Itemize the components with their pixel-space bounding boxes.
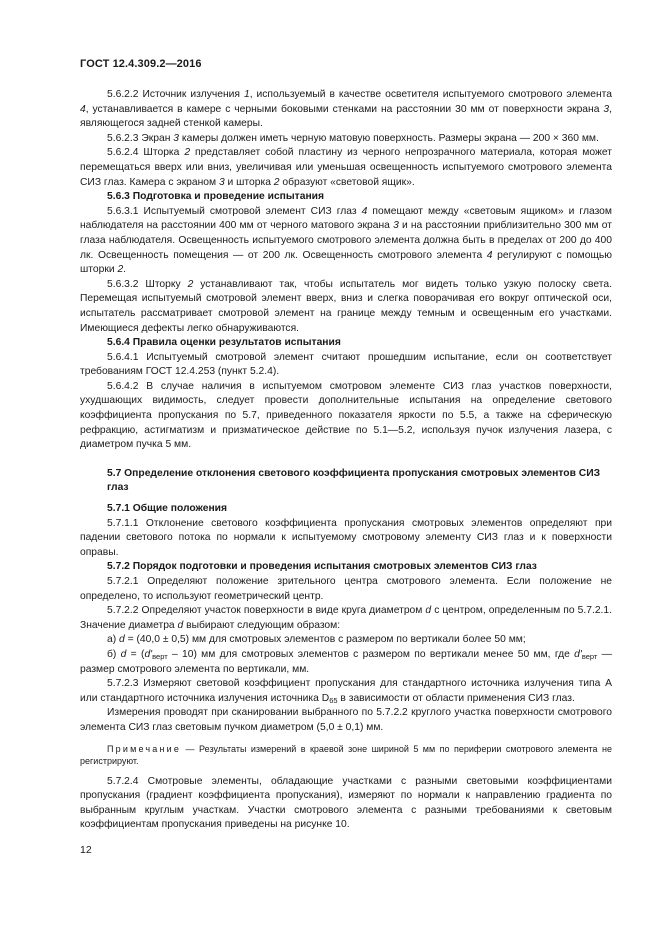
paragraph-5-6-2-4: 5.6.2.4 Шторка 2 представляет собой пластину из черного непрозрачного материала, которая может перемещаться вверх или вниз, увеличивая или уменьшая освещенность испытуемого смотрового элемента СИЗ глаз. Камера с экраном 3 и шторка 2 образуют «световой ящик». (80, 147, 612, 188)
document-header: ГОСТ 12.4.309.2—2016 (80, 58, 202, 70)
document-body (80, 88, 612, 833)
note (80, 743, 612, 768)
list-item-a: а) d = (40,0 ± 0,5) мм для смотровых элементов с размером по вертикали более 50 мм; (107, 634, 526, 646)
heading-5-7-1: 5.7.1 Общие положения (107, 503, 227, 515)
paragraph-5-6-3-1: 5.6.3.1 Испытуемый смотровой элемент СИЗ глаз 4 помещают между «световым ящиком» и глазом наблюдателя на расстоянии 400 мм от черного матового экрана 3 и на расстоянии приблизительно 300 мм от глаза наблюдателя. Освещенность испытуемого смотрового элемента должна быть в пределах от 200 до 400 лк. Освещенность помещения — от 200 лк. Освещенность смотрового элемента 4 регулируют с помощью шторки 2. (80, 205, 612, 276)
heading-5-6-3: 5.6.3 Подготовка и проведение испытания (107, 191, 325, 203)
paragraph-5-6-3-2: 5.6.3.2 Шторку 2 устанавливают так, чтобы испытатель мог видеть только узкую полоску света. Перемещая испытуемый смотровой элемент вверх, вниз и слегка поворачивая его вокруг оптической оси, испытатель рассматривает смотровой элемент на границе между темным и освещенным его участками. Имеющиеся дефекты легко обнаруживаются. (80, 278, 612, 334)
paragraph-measurements: Измерения проводят при сканировании выбранного по 5.7.2.2 круглого участка поверхности смотрового элемента СИЗ глаз световым пучком диаметром (5,0 ± 0,1) мм. (80, 707, 612, 733)
paragraph-5-6-4-2: 5.6.4.2 В случае наличия в испытуемом смотровом элементе СИЗ глаз участков поверхности, ухудшающих видимость, следует провести дополнительные испытания на определение светового коэффициента пропускания по 5.7, приведенного показателя яркости по 5.5, а также на сферическую рефракцию, астигматизм и призматическое действие по 5.1—5.2, используя пучок излучения лазера, с диаметром пучка 5 мм. (80, 380, 612, 451)
note-label: Примечание (107, 743, 182, 754)
paragraph-5-6-4-1: 5.6.4.1 Испытуемый смотровой элемент считают прошедшим испытание, если он соответствует требованиям ГОСТ 12.4.253 (пункт 5.2.4). (80, 351, 612, 378)
list-item-b: б) $d = (d'_{верт} - 10)$ мм для смотровых элементов с размером по вертикали менее 50 мм, где $d'_{верт}$ — размер смотрового элемента по вертикали, мм. (80, 648, 612, 675)
page-number: 12 (80, 844, 92, 856)
note-text: — Результаты измерений в краевой зоне шириной 5 мм по периферии смотрового элемента не регистрируют. (80, 743, 612, 767)
paragraph-5-7-2-2: 5.7.2.2 Определяют участок поверхности в виде круга диаметром d с центром, определенным по 5.7.2.1. Значение диаметра d выбирают следующим образом: (80, 605, 612, 631)
paragraph-5-6-2-2: 5.6.2.2 Источник излучения 1, используемый в качестве осветителя испытуемого смотрового элемента 4, устанавливается в камере с черными боковыми стенками на расстоянии 30 мм от поверхности экрана 3, являющегося задней стенкой камеры. (80, 89, 612, 130)
heading-5-7: 5.7 Определение отклонения светового коэффициента пропускания смотровых элементов СИЗ глаз (107, 467, 601, 494)
paragraph-5-7-2-1: 5.7.2.1 Определяют положение зрительного центра смотрового элемента. Если положение не определено, то используют геометрический центр. (80, 576, 612, 602)
paragraph-5-7-1-1: 5.7.1.1 Отклонение светового коэффициента пропускания смотровых элементов определяют при падении светового потока по нормали к испытуемому смотровому элементу СИЗ глаз и к поверхности оправы. (80, 517, 612, 558)
paragraph-5-7-2-3: 5.7.2.3 Измеряют световой коэффициент пропускания для стандартного источника излучения типа А или стандартного источника излучения источника $D_{65}$ в зависимости от области применения СИЗ глаз. (80, 678, 612, 705)
heading-5-7-2: 5.7.2 Порядок подготовки и проведения испытания смотровых элементов СИЗ глаз (107, 561, 537, 573)
paragraph-5-7-2-4: 5.7.2.4 Смотровые элементы, обладающие участками с разными световыми коэффициентами пропускания (градиент коэффициента пропускания), измеряют по нормали к направлению градиента по выбранным круглым участкам. Участки смотрового элемента с разными требованиями к световым коэффициентам пропускания приведены на рисунке 10. (80, 775, 612, 831)
heading-5-6-4: 5.6.4 Правила оценки результатов испытания (107, 337, 341, 349)
paragraph-5-6-2-3: 5.6.2.3 Экран 3 камеры должен иметь черную матовую поверхность. Размеры экрана — 200 × 360 мм. (107, 132, 599, 144)
